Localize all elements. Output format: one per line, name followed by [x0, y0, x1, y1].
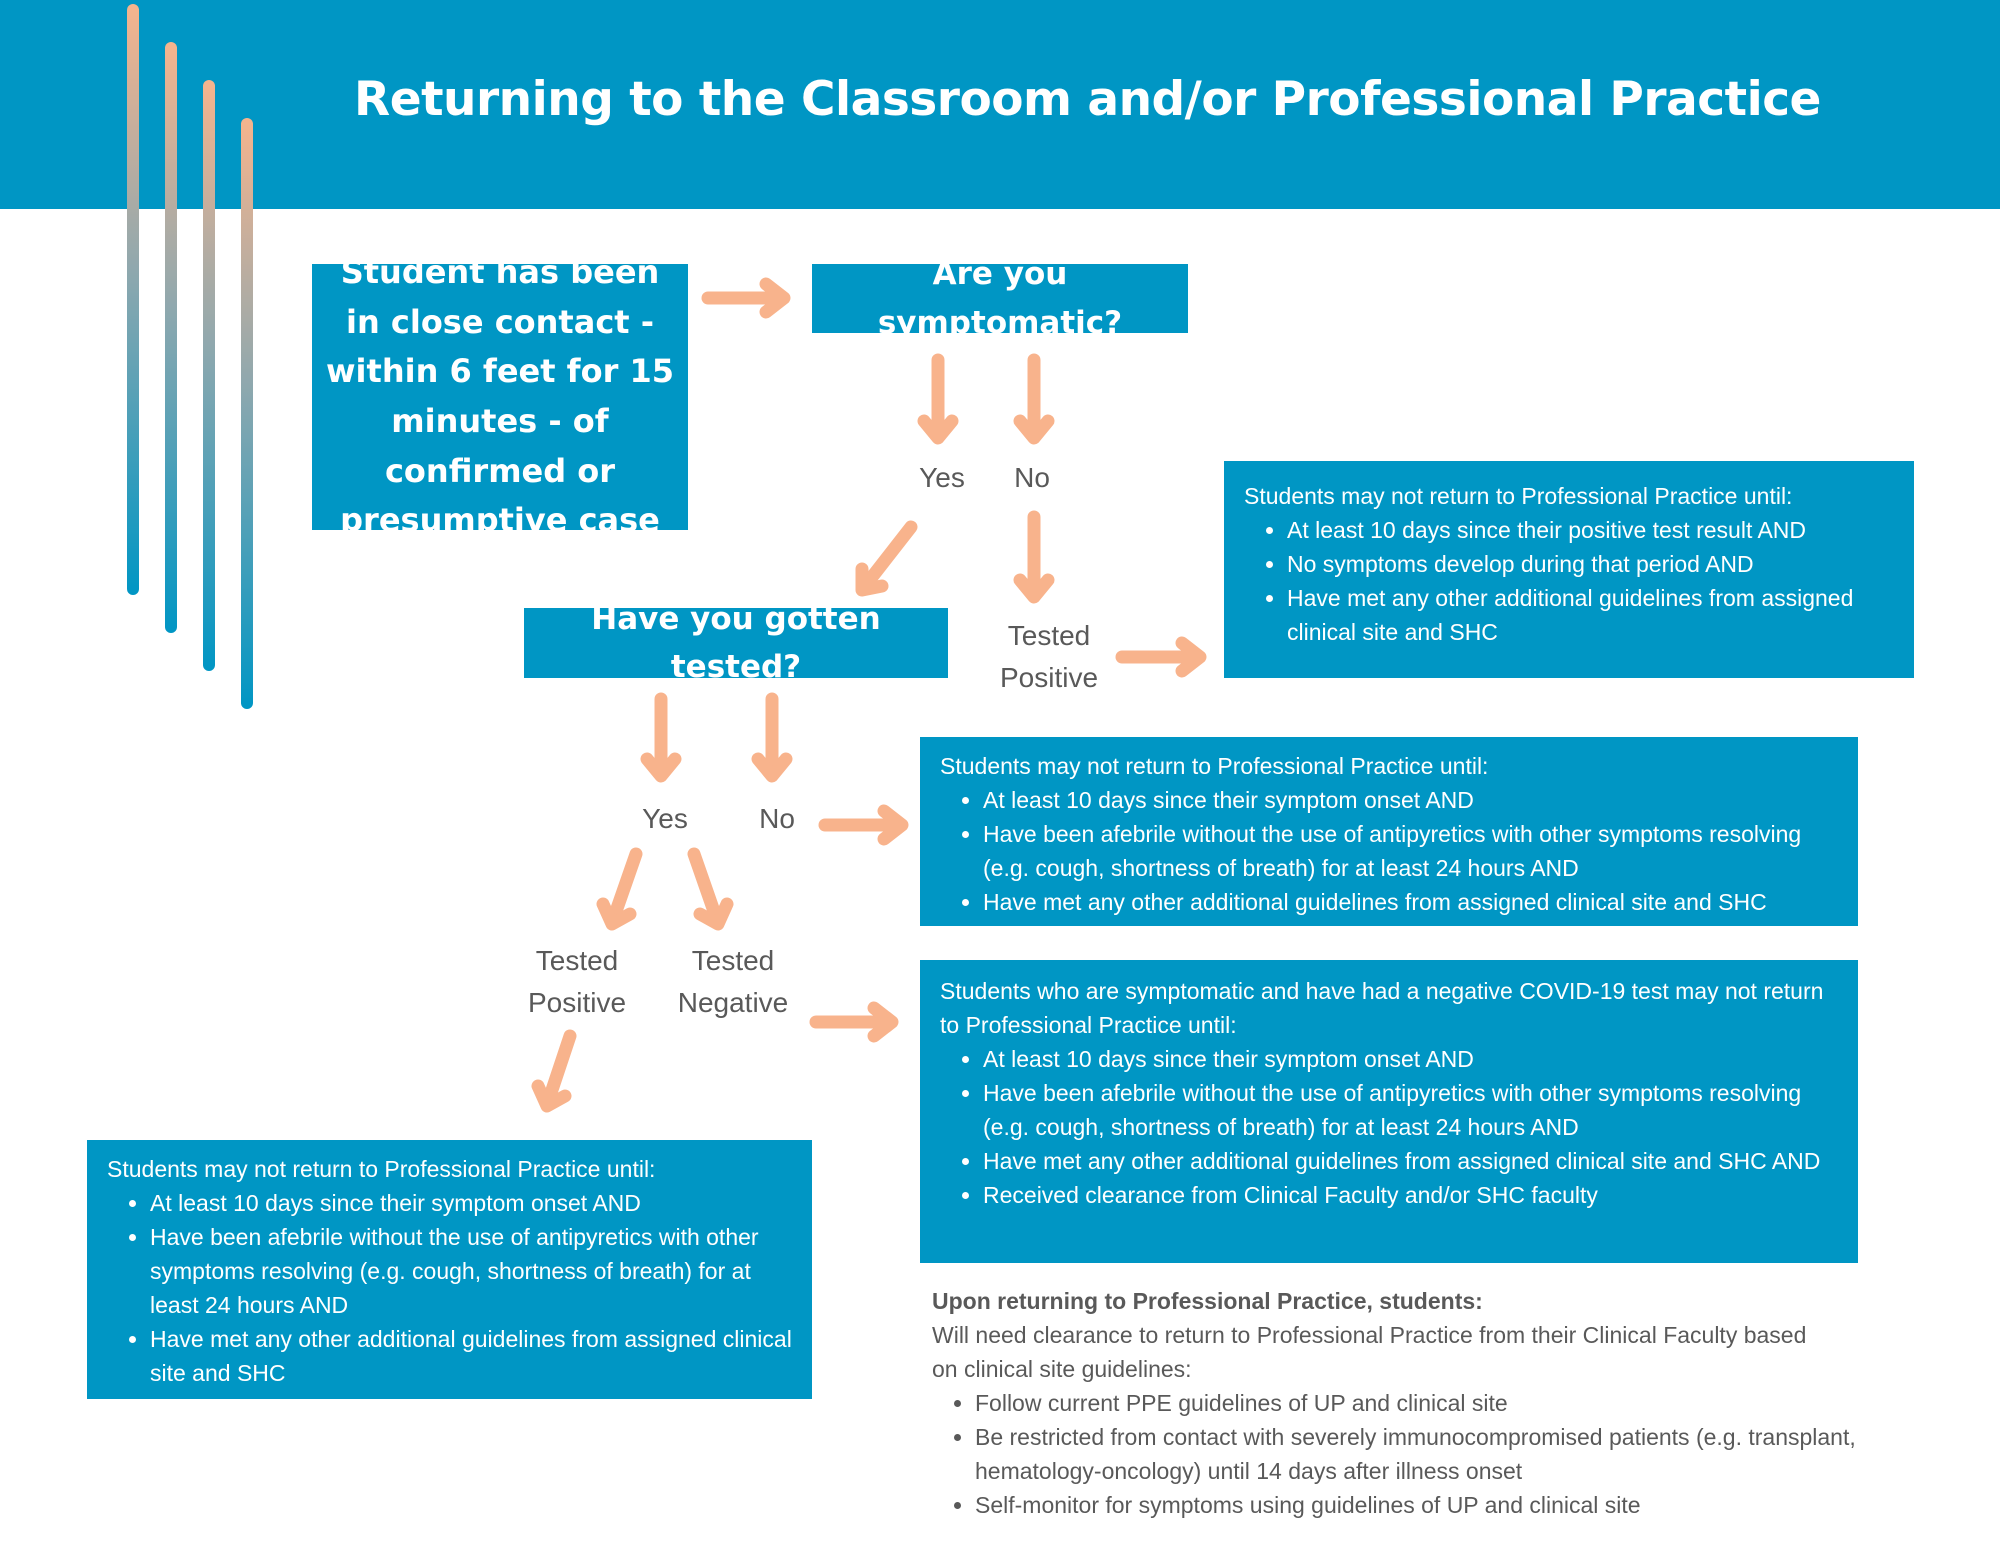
return-note-item: • Be restricted from contact with severely immunocompromised patients (e.g. transplant, hematology-oncology) until 14 days after illness onset: [975, 1420, 1972, 1488]
arrow-right-icon: [708, 284, 784, 312]
tested-question-box: [524, 600, 948, 685]
info-item: • At least 10 days since their positive test result AND: [1287, 513, 1894, 547]
label-tested-no: No: [759, 803, 795, 834]
info-list: [1244, 513, 1894, 649]
info-intro: Students who are symptomatic and have had a negative COVID-19 test may not return to Professional Practice until:: [940, 978, 1824, 1038]
info-intro: Students may not return to Professional Practice until:: [107, 1156, 656, 1182]
label-tested-negative: Tested Negative: [677, 945, 789, 1018]
label-tested-yes: Yes: [642, 803, 688, 834]
arrow-down-left-icon: [538, 1036, 570, 1106]
arrow-right-icon: [1122, 643, 1200, 671]
info-list: [940, 783, 1838, 919]
label-asymptomatic-tested-positive: Tested Positive: [999, 620, 1099, 693]
asymptomatic-positive-info-box: [1224, 461, 1914, 678]
info-item: • At least 10 days since their symptom onset AND: [983, 783, 1838, 817]
return-guidelines-note: [932, 1284, 1972, 1522]
tested-negative-info-box: [920, 960, 1858, 1263]
info-item: • Have met any other additional guidelines from assigned clinical site and SHC: [150, 1322, 792, 1390]
info-list: [107, 1186, 792, 1390]
not-tested-info-box: [920, 737, 1858, 926]
symptomatic-question-box: [812, 256, 1188, 341]
label-symptomatic-no: No: [1014, 462, 1050, 493]
arrow-down-icon: [1020, 517, 1048, 597]
info-intro: Students may not return to Professional Practice until:: [1244, 483, 1793, 509]
info-item: • Have met any other additional guidelines from assigned clinical site and SHC AND: [983, 1144, 1838, 1178]
start-box: [312, 253, 688, 540]
arrow-down-icon: [647, 699, 675, 776]
arrow-right-icon: [825, 811, 902, 839]
arrow-down-left-icon: [862, 527, 911, 590]
info-item: • Received clearance from Clinical Faculty and/or SHC faculty: [983, 1178, 1838, 1212]
arrow-down-icon: [924, 360, 952, 438]
arrow-down-icon: [758, 699, 786, 776]
return-note-title: Upon returning to Professional Practice, students:: [932, 1288, 1483, 1314]
return-note-item: • Follow current PPE guidelines of UP and clinical site: [975, 1386, 1972, 1420]
tested-question-text: Have you gotten tested?: [591, 600, 881, 685]
arrow-down-right-icon: [694, 854, 727, 924]
info-intro: Students may not return to Professional Practice until:: [940, 753, 1489, 779]
symptomatic-question-text: Are you symptomatic?: [877, 256, 1123, 341]
return-note-item: • Self-monitor for symptoms using guidelines of UP and clinical site: [975, 1488, 1972, 1522]
info-item: • Have met any other additional guidelines from assigned clinical site and SHC: [1287, 581, 1894, 649]
return-note-list: [932, 1386, 1972, 1522]
info-item: • At least 10 days since their symptom onset AND: [150, 1186, 792, 1220]
info-item: • Have been afebrile without the use of antipyretics with other symptoms resolving (e.g. cough, shortness of breath) for at least 24 hours AND: [983, 1076, 1838, 1144]
return-note-intro: Will need clearance to return to Professional Practice from their Clinical Faculty based on clinical site guidelines:: [932, 1322, 1807, 1382]
info-item: • Have met any other additional guidelines from assigned clinical site and SHC: [983, 885, 1838, 919]
label-tested-positive: Tested Positive: [527, 945, 627, 1018]
info-item: • Have been afebrile without the use of antipyretics with other symptoms resolving (e.g. cough, shortness of breath) for at least 24 hours AND: [150, 1220, 792, 1322]
info-item: • No symptoms develop during that period AND: [1287, 547, 1894, 581]
start-box-text: Student has been in close contact - within 6 feet for 15 minutes - of confirmed or presumptive case: [325, 253, 675, 540]
arrow-right-icon: [816, 1008, 892, 1036]
info-item: • At least 10 days since their symptom onset AND: [983, 1042, 1838, 1076]
arrow-down-left-icon: [603, 854, 636, 924]
label-symptomatic-yes: Yes: [919, 462, 965, 493]
page-title: Returning to the Classroom and/or Professional Practice: [354, 72, 1821, 127]
info-item: • Have been afebrile without the use of antipyretics with other symptoms resolving (e.g. cough, shortness of breath) for at least 24 hours AND: [983, 817, 1838, 885]
info-list: [940, 1042, 1838, 1212]
tested-positive-info-box: [87, 1140, 812, 1399]
arrow-down-icon: [1020, 360, 1048, 438]
